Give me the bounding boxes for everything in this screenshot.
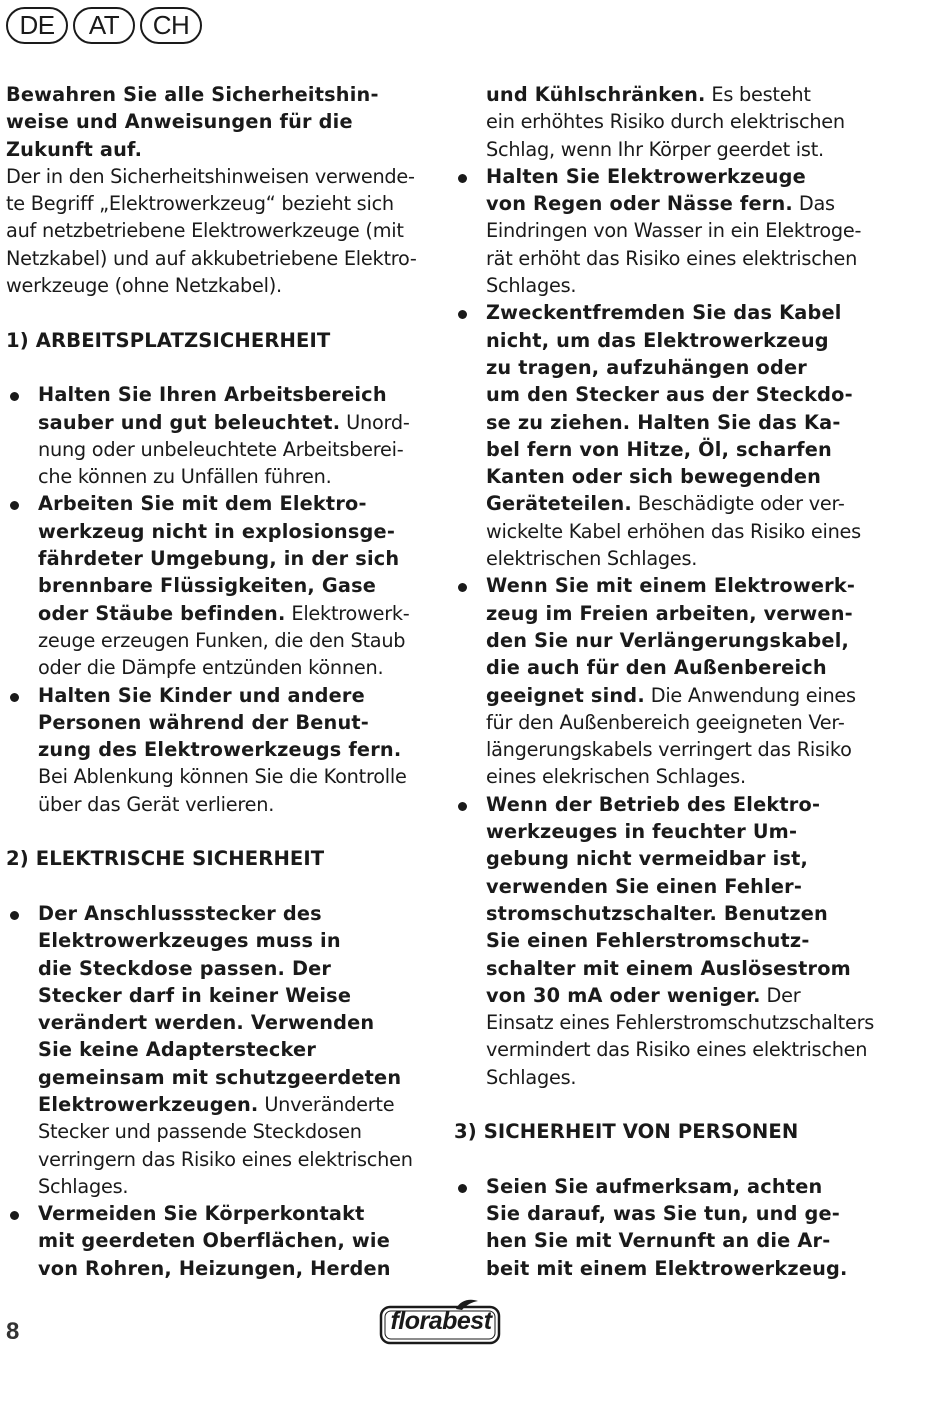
- item-text: Unveränderte Stecker und passende Steckdosen verringern das Risiko eines elektrischen Schlages.: [38, 1092, 413, 1198]
- country-badge-at: AT: [73, 7, 135, 44]
- item-text: Der Einsatz eines Fehlerstromschutzschalters vermindert das Risiko eines elektrischen Schlages.: [486, 983, 875, 1089]
- intro-bold: Bewahren Sie alle Sicherheitshin- weise und Anweisungen für die Zukunft auf.: [6, 83, 379, 161]
- country-badge-de: DE: [6, 7, 68, 44]
- item-bold: Wenn der Betrieb des Elektro- werkzeuges in feuchter Um- gebung nicht vermeidbar ist, verwenden Sie einen Fehler- stromschutzschalter. Benutzen Sie einen Fehlerstromschutz- schalter mit einem Auslösestrom von 30 mA oder weniger.: [486, 792, 851, 1007]
- list-item: [6, 900, 436, 1200]
- list-item: [454, 1173, 890, 1282]
- item-bold: Der Anschlussstecker des Elektrowerkzeuges muss in die Steckdose passen. Der Stecker darf in keiner Weise verändert werden. Verwenden Sie keine Adapterstecker gemeinsam mit schutzgeerdeten Elektrowerkzeugen.: [38, 901, 402, 1116]
- electrical-list-continued: [454, 81, 890, 1091]
- list-item-continuation: [454, 81, 890, 163]
- item-bold: Halten Sie Elektrowerkzeuge von Regen oder Nässe fern.: [486, 164, 806, 216]
- item-text: Elektrowerk- zeuge erzeugen Funken, die den Staub oder die Dämpfe entzünden können.: [38, 601, 410, 680]
- personal-list: [454, 1173, 890, 1282]
- item-bold: Zweckentfremden Sie das Kabel nicht, um das Elektrowerkzeug zu tragen, aufzuhängen oder um den Stecker aus der Steckdo- se zu ziehen. Halten Sie das Ka- bel fern von Hitze, Öl, scharfen Kanten oder sich bewegenden Geräteteilen.: [486, 301, 853, 516]
- list-item: [454, 791, 890, 1091]
- item-bold: Seien Sie aufmerksam, achten Sie darauf, was Sie tun, und ge- hen Sie mit Vernunft an die Ar- beit mit einem Elektrowerkzeug.: [486, 1174, 848, 1280]
- section-heading-workplace: 1) ARBEITSPLATZSICHERHEIT: [6, 328, 331, 352]
- country-badge-ch: CH: [140, 7, 202, 44]
- intro-text: Der in den Sicherheitshinweisen verwende- te Begriff „Elektrowerkzeug“ bezieht sich auf netzbetriebene Elektrowerkzeuge (mit Netzkabel) und auf akkubetriebene Elektro- werkzeuge (ohne Netzkabel).: [6, 164, 417, 298]
- item-bold: Vermeiden Sie Körperkontakt mit geerdeten Oberflächen, wie von Rohren, Heizungen, Herden: [38, 1202, 391, 1280]
- list-item: [454, 572, 890, 790]
- item-bold: Arbeiten Sie mit dem Elektro- werkzeug nicht in explosionsge- fährdeter Umgebung, in der sich brennbare Flüssigkeiten, Gase oder Stäube befinden.: [38, 492, 400, 625]
- workplace-list: [6, 381, 436, 818]
- list-item: [6, 381, 436, 490]
- item-text: Unord- nung oder unbeleuchtete Arbeitsberei- che können zu Unfällen führen.: [38, 410, 410, 489]
- item-text: Die Anwendung eines für den Außenbereich geeigneten Ver- längerungskabels verringert das Risiko eines elekrischen Schlages.: [486, 683, 856, 789]
- item-text: Das Eindringen von Wasser in ein Elektroge- rät erhöht das Risiko eines elektrischen Schlages.: [486, 192, 862, 298]
- list-item: [454, 163, 890, 299]
- item-text: Beschädigte oder ver- wickelte Kabel erhöhen das Risiko eines elektrischen Schlages.: [486, 492, 861, 571]
- list-item: [454, 299, 890, 572]
- item-bold: und Kühlschränken.: [486, 83, 706, 106]
- item-bold: Halten Sie Kinder und andere Personen während der Benut- zung des Elektrowerkzeugs fern.: [38, 683, 402, 762]
- electrical-list: [6, 900, 436, 1282]
- page-number: 8: [6, 1318, 20, 1345]
- section-heading-personal: 3) SICHERHEIT VON PERSONEN: [454, 1120, 799, 1144]
- item-text: Bei Ablenkung können Sie die Kontrolle über das Gerät verlieren.: [38, 765, 407, 816]
- section-heading-electrical: 2) ELEKTRISCHE SICHERHEIT: [6, 847, 325, 871]
- right-column: [454, 81, 890, 1282]
- list-item: [6, 682, 436, 818]
- list-item: [6, 490, 436, 681]
- item-bold: Halten Sie Ihren Arbeitsbereich sauber und gut beleuchtet.: [38, 383, 387, 434]
- left-column: [6, 81, 436, 1282]
- intro-paragraph: [6, 81, 436, 299]
- brand-logo-text: florabest: [390, 1307, 492, 1335]
- list-item: [6, 1200, 436, 1282]
- item-bold: Wenn Sie mit einem Elektrowerk- zeug im Freien arbeiten, verwen- den Sie nur Verlängerungskabel, die auch für den Außenbereich geeignet sind.: [486, 574, 856, 707]
- country-badges: [6, 7, 202, 44]
- item-text: Es besteht ein erhöhtes Risiko durch elektrischen Schlag, wenn Ihr Körper geerdet ist.: [486, 83, 845, 161]
